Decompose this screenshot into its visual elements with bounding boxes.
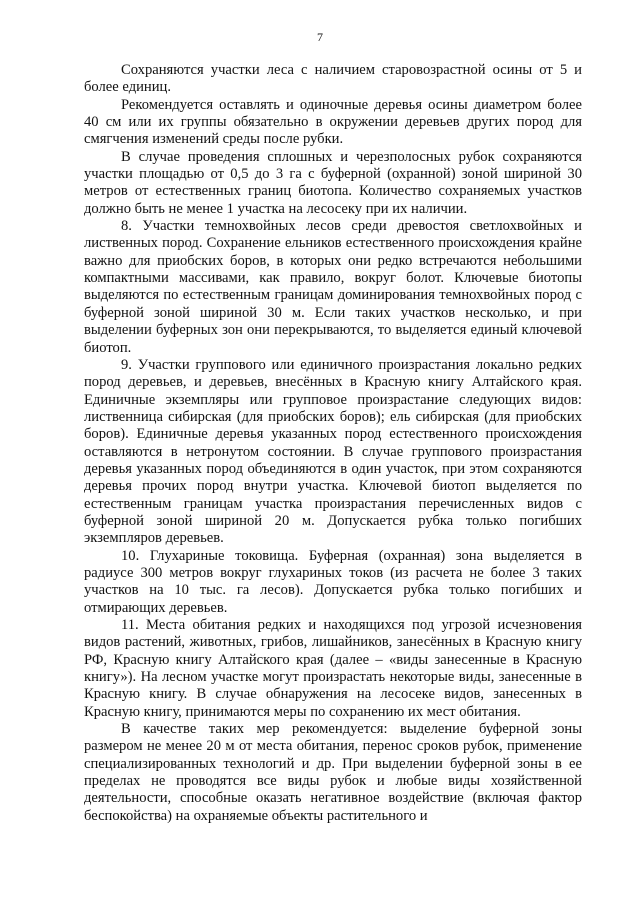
page-number: 7 <box>317 30 323 44</box>
paragraph-clear-cut: В случае проведения сплошных и черезполосных рубок сохраняются участки площадью от 0,5 до 3 га с буферной (охранной) зоной шириной 30 метров от естественных границ биотопа. Количество сохраняемых участков должно быть не менее 1 участка на лесосеку при их наличии. <box>84 148 582 217</box>
paragraph-item-10: 10. Глухариные токовища. Буферная (охранная) зона выделяется в радиусе 300 метров вокруг глухариных токов (из расчета не более 3 таких участков на 10 тыс. га лесов). Допускается рубка только погибших и отмирающих деревьев. <box>84 547 582 616</box>
paragraph-item-9: 9. Участки группового или единичного произрастания локально редких пород деревьев, и деревьев, внесённых в Красную книгу Алтайского края. Единичные экземпляры или групповое произрастание следующих видов: лиственница сибирская (для приобских боров); ель сибирская (для приобских боров). Единичные деревья указанных пород естественного происхождения оставляются в нетронутом состоянии. В случае группового произрастания деревья указанных пород объединяются в один участок, при этом сохраняются деревья прочих пород внутри участка. Ключевой биотоп выделяется по естественным границам участка произрастания перечисленных видов с буферной зоной шириной 20 м. Допускается рубка только погибших экземпляров деревьев. <box>84 356 582 547</box>
body-text <box>84 62 582 825</box>
paragraph-measures: В качестве таких мер рекомендуется: выделение буферной зоны размером не менее 20 м от места обитания, перенос сроков рубок, применение специализированных технологий и др. При выделении буферной зоны в ее пределах не проводятся все виды рубок и любые виды хозяйственной деятельности, способные оказать негативное воздействие (включая фактор беспокойства) на охраняемые объекты растительного и <box>84 721 582 824</box>
paragraph-item-8: 8. Участки темнохвойных лесов среди древостоя светлохвойных и лиственных пород. Сохранение ельников естественного происхождения крайне важно для приобских боров, в которых они редко встречаются небольшими компактными массивами, как правило, вокруг болот. Ключевые биотопы выделяются по естественным границам доминирования темнохвойных пород с буферной зоной шириной 30 м. Если таких участков несколько, и при выделении буферных зон они перекрываются, то выделяется единый ключевой биотоп. <box>84 218 582 356</box>
paragraph-single-aspen: Рекомендуется оставлять и одиночные деревья осины диаметром более 40 см или их группы обязательно в окружении деревьев других пород для смягчения изменений среды после рубки. <box>84 96 582 148</box>
paragraph-aspen-areas: Сохраняются участки леса с наличием старовозрастной осины от 5 и более единиц. <box>84 62 582 96</box>
paragraph-item-11: 11. Места обитания редких и находящихся под угрозой исчезновения видов растений, животных, грибов, лишайников, занесённых в Красную книгу РФ, Красную книгу Алтайского края (далее – «виды занесенные в Красную книгу»). На лесном участке могут произрастать некоторые виды, занесенные в Красную книгу. В случае обнаружения на лесосеке видов, занесенных в Красную книгу, принимаются меры по сохранению их мест обитания. <box>84 617 582 720</box>
